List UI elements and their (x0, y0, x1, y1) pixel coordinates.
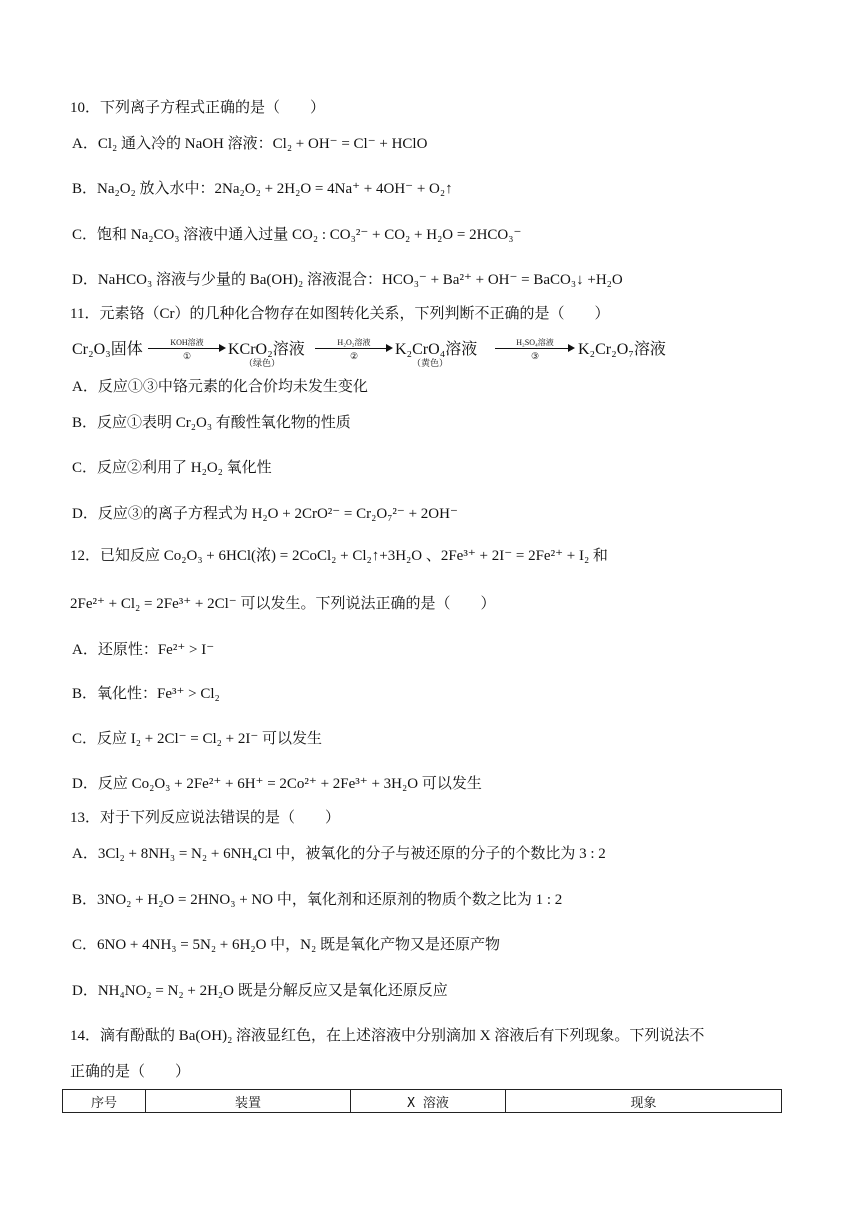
chain-arrow-2 (315, 338, 393, 362)
chain-species-2-note: （绿色） (244, 358, 281, 368)
q12-option-a: A．还原性：Fe²⁺ > I⁻ (72, 642, 215, 658)
q12-stem-line-1: 12．已知反应 Co₂O₃ + 6HCl(浓) = 2CoCl₂ + Cl₂↑+3H₂O 、2Fe³⁺ + 2I⁻ = 2Fe²⁺ + I₂ 和 (70, 548, 608, 564)
arrow-2-number: ② (349, 351, 359, 361)
table-header-cell: X 溶液 (351, 1090, 506, 1113)
q10-option-b: B．Na₂O₂ 放入水中：2Na₂O₂ + 2H₂O = 4Na⁺ + 4OH⁻ + O₂↑ (72, 181, 453, 197)
table-header-cell: 序号 (63, 1090, 146, 1113)
q11-stem: 11．元素铬（Cr）的几种化合物存在如图转化关系，下列判断不正确的是（ ） (70, 306, 610, 322)
q12-option-c: C．反应 I₂ + 2Cl⁻ = Cl₂ + 2I⁻ 可以发生 (72, 731, 323, 747)
q13-option-c: C．6NO + 4NH₃ = 5N₂ + 6H₂O 中，N₂ 既是氧化产物又是还原产物 (72, 937, 500, 953)
q10-option-c: C．饱和 Na₂CO₃ 溶液中通入过量 CO₂ : CO₃²⁻ + CO₂ + H₂O = 2HCO₃⁻ (72, 227, 522, 243)
q11-option-b: B．反应①表明 Cr₂O₃ 有酸性氧化物的性质 (72, 415, 351, 431)
arrow-3-number: ③ (530, 351, 540, 361)
q10-option-a: A．Cl₂ 通入冷的 NaOH 溶液：Cl₂ + OH⁻ = Cl⁻ + HClO (72, 136, 428, 152)
arrow-2-reagent: H₂O₂溶液 (337, 338, 371, 347)
chain-arrow-1 (148, 338, 226, 362)
table-header-cell: 现象 (506, 1090, 782, 1113)
q14-table (62, 1089, 782, 1113)
chain-arrow-3 (495, 338, 575, 362)
q11-option-d: D．反应③的离子方程式为 H₂O + 2CrO²⁻ = Cr₂O₇²⁻ + 2OH⁻ (72, 506, 458, 522)
arrow-3-reagent: H₂SO₄溶液 (516, 338, 554, 347)
q12-option-d: D．反应 Co₂O₃ + 2Fe²⁺ + 6H⁺ = 2Co²⁺ + 2Fe³⁺ + 3H₂O 可以发生 (72, 776, 482, 792)
q13-option-d: D．NH₄NO₂ = N₂ + 2H₂O 既是分解反应又是氧化还原反应 (72, 983, 448, 999)
q14-stem-line-2: 正确的是（ ） (70, 1064, 191, 1080)
chain-species-4: K₂Cr₂O₇溶液 (578, 341, 666, 358)
q13-option-a: A．3Cl₂ + 8NH₃ = N₂ + 6NH₄Cl 中，被氧化的分子与被还原的分子的个数比为 3 : 2 (72, 846, 606, 862)
table-header-cell: 装置 (146, 1090, 351, 1113)
q10-stem: 10．下列离子方程式正确的是（ ） (70, 100, 326, 116)
q13-stem: 13．对于下列反应说法错误的是（ ） (70, 810, 341, 826)
chain-species-1: Cr₂O₃固体 (72, 341, 143, 358)
q13-option-b: B．3NO₂ + H₂O = 2HNO₃ + NO 中，氧化剂和还原剂的物质个数之比为 1 : 2 (72, 892, 563, 908)
table-header-row (63, 1090, 782, 1113)
chain-species-3: K₂CrO₄溶液 (395, 341, 478, 358)
q10-option-d: D．NaHCO₃ 溶液与少量的 Ba(OH)₂ 溶液混合：HCO₃⁻ + Ba²⁺ + OH⁻ = BaCO₃↓ +H₂O (72, 272, 623, 288)
q11-option-c: C．反应②利用了 H₂O₂ 氧化性 (72, 460, 272, 476)
chain-species-3-note: （黄色） (412, 358, 449, 368)
q11-option-a: A．反应①③中铬元素的化合价均未发生变化 (72, 379, 368, 395)
arrow-1-number: ① (182, 351, 192, 361)
q12-stem-line-2: 2Fe²⁺ + Cl₂ = 2Fe³⁺ + 2Cl⁻ 可以发生。下列说法正确的是（ ） (70, 596, 496, 612)
q12-option-b: B．氧化性：Fe³⁺ > Cl₂ (72, 686, 220, 702)
arrow-1-reagent: KOH溶液 (170, 338, 204, 347)
chain-species-2: KCrO₂溶液 (228, 341, 305, 358)
q14-stem-line-1: 14．滴有酚酞的 Ba(OH)₂ 溶液显红色，在上述溶液中分别滴加 X 溶液后有下列现象。下列说法不 (70, 1028, 705, 1044)
